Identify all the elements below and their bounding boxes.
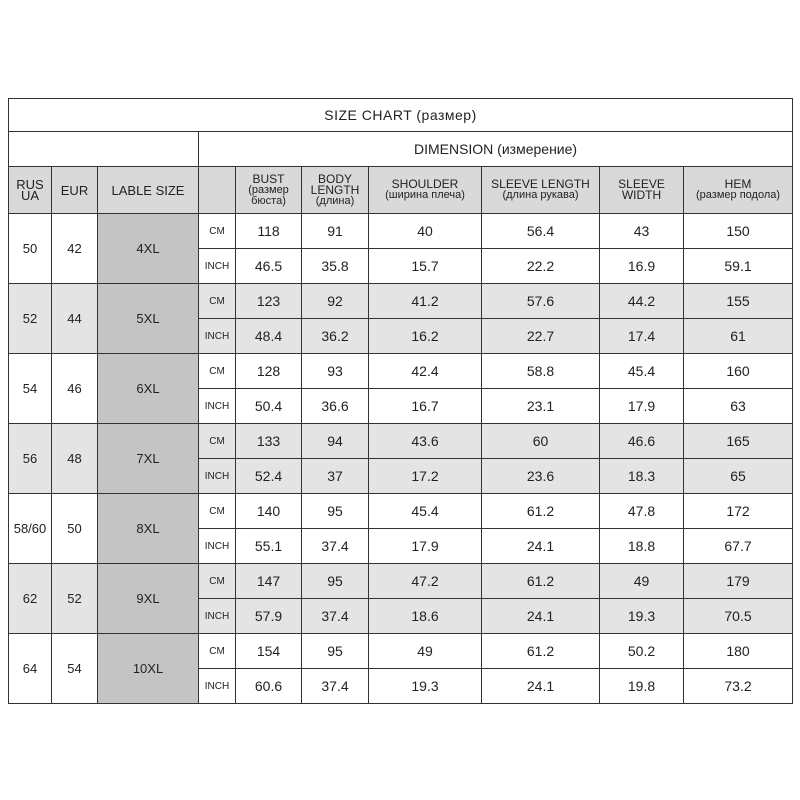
rus-size: 64 bbox=[9, 634, 52, 704]
bust-inch: 46.5 bbox=[236, 249, 302, 284]
rus-size: 54 bbox=[9, 354, 52, 424]
hem-cm: 165 bbox=[684, 424, 793, 459]
label-size: 9XL bbox=[98, 564, 199, 634]
sleeve-width-cm: 49 bbox=[600, 564, 684, 599]
bust-inch: 60.6 bbox=[236, 669, 302, 704]
sleeve-width-cm: 47.8 bbox=[600, 494, 684, 529]
header-body-length: BODY LENGTH (длина) bbox=[302, 167, 369, 214]
sleeve-length-cm: 57.6 bbox=[482, 284, 600, 319]
header-shoulder: SHOULDER (ширина плеча) bbox=[369, 167, 482, 214]
bust-inch: 55.1 bbox=[236, 529, 302, 564]
hem-cm: 150 bbox=[684, 214, 793, 249]
sleeve-length-inch: 22.2 bbox=[482, 249, 600, 284]
unit-inch: INCH bbox=[199, 319, 236, 354]
table-row-cm bbox=[9, 424, 793, 459]
size-group bbox=[9, 354, 793, 424]
hem-cm: 160 bbox=[684, 354, 793, 389]
size-group bbox=[9, 214, 793, 284]
shoulder-inch: 17.9 bbox=[369, 529, 482, 564]
blank-corner bbox=[9, 132, 199, 167]
eur-size: 50 bbox=[52, 494, 98, 564]
sleeve-width-inch: 17.9 bbox=[600, 389, 684, 424]
hem-cm: 179 bbox=[684, 564, 793, 599]
shoulder-cm: 47.2 bbox=[369, 564, 482, 599]
body-length-inch: 37 bbox=[302, 459, 369, 494]
body-length-cm: 95 bbox=[302, 564, 369, 599]
label-size: 6XL bbox=[98, 354, 199, 424]
table-row-cm bbox=[9, 214, 793, 249]
size-group bbox=[9, 494, 793, 564]
rus-size: 52 bbox=[9, 284, 52, 354]
shoulder-inch: 16.7 bbox=[369, 389, 482, 424]
sleeve-length-cm: 61.2 bbox=[482, 494, 600, 529]
header-rus-ua: RUS UA bbox=[9, 167, 52, 214]
hem-inch: 70.5 bbox=[684, 599, 793, 634]
body-length-inch: 35.8 bbox=[302, 249, 369, 284]
eur-size: 54 bbox=[52, 634, 98, 704]
body-length-inch: 37.4 bbox=[302, 529, 369, 564]
unit-cm: CM bbox=[199, 214, 236, 249]
shoulder-inch: 18.6 bbox=[369, 599, 482, 634]
shoulder-cm: 43.6 bbox=[369, 424, 482, 459]
sleeve-width-inch: 19.3 bbox=[600, 599, 684, 634]
header-sleeve-width: SLEEVE WIDTH bbox=[600, 167, 684, 214]
sleeve-length-inch: 23.1 bbox=[482, 389, 600, 424]
eur-size: 48 bbox=[52, 424, 98, 494]
sleeve-length-inch: 24.1 bbox=[482, 669, 600, 704]
header-bust: BUST (размер бюста) bbox=[236, 167, 302, 214]
body-length-inch: 37.4 bbox=[302, 599, 369, 634]
unit-cm: CM bbox=[199, 354, 236, 389]
label-size: 5XL bbox=[98, 284, 199, 354]
sleeve-width-inch: 17.4 bbox=[600, 319, 684, 354]
sleeve-length-cm: 61.2 bbox=[482, 564, 600, 599]
header-sleeve-length: SLEEVE LENGTH (длина рукава) bbox=[482, 167, 600, 214]
size-group bbox=[9, 564, 793, 634]
eur-size: 52 bbox=[52, 564, 98, 634]
table-row-cm bbox=[9, 634, 793, 669]
unit-inch: INCH bbox=[199, 599, 236, 634]
header-hem: HEM (размер подола) bbox=[684, 167, 793, 214]
bust-cm: 140 bbox=[236, 494, 302, 529]
bust-cm: 154 bbox=[236, 634, 302, 669]
bust-cm: 118 bbox=[236, 214, 302, 249]
sleeve-length-cm: 56.4 bbox=[482, 214, 600, 249]
sleeve-width-cm: 46.6 bbox=[600, 424, 684, 459]
sleeve-length-inch: 24.1 bbox=[482, 599, 600, 634]
unit-inch: INCH bbox=[199, 389, 236, 424]
body-length-cm: 95 bbox=[302, 634, 369, 669]
hem-cm: 180 bbox=[684, 634, 793, 669]
sleeve-width-inch: 19.8 bbox=[600, 669, 684, 704]
table-row-cm bbox=[9, 284, 793, 319]
bust-cm: 123 bbox=[236, 284, 302, 319]
label-size: 7XL bbox=[98, 424, 199, 494]
body-length-cm: 93 bbox=[302, 354, 369, 389]
label-size: 8XL bbox=[98, 494, 199, 564]
bust-inch: 50.4 bbox=[236, 389, 302, 424]
body-length-inch: 36.6 bbox=[302, 389, 369, 424]
table-row-cm bbox=[9, 564, 793, 599]
size-group bbox=[9, 284, 793, 354]
sleeve-width-cm: 44.2 bbox=[600, 284, 684, 319]
header-unit-blank bbox=[199, 167, 236, 214]
hem-inch: 63 bbox=[684, 389, 793, 424]
dimension-label: DIMENSION (измерение) bbox=[199, 132, 793, 167]
header-lable-size: LABLE SIZE bbox=[98, 167, 199, 214]
shoulder-inch: 16.2 bbox=[369, 319, 482, 354]
body-length-cm: 94 bbox=[302, 424, 369, 459]
bust-inch: 52.4 bbox=[236, 459, 302, 494]
body-length-cm: 91 bbox=[302, 214, 369, 249]
sleeve-length-cm: 58.8 bbox=[482, 354, 600, 389]
bust-inch: 48.4 bbox=[236, 319, 302, 354]
size-group bbox=[9, 424, 793, 494]
unit-cm: CM bbox=[199, 284, 236, 319]
size-group bbox=[9, 634, 793, 704]
rus-size: 50 bbox=[9, 214, 52, 284]
hem-inch: 73.2 bbox=[684, 669, 793, 704]
eur-size: 44 bbox=[52, 284, 98, 354]
hem-inch: 65 bbox=[684, 459, 793, 494]
table-row-cm bbox=[9, 494, 793, 529]
body-length-cm: 92 bbox=[302, 284, 369, 319]
unit-inch: INCH bbox=[199, 459, 236, 494]
unit-inch: INCH bbox=[199, 669, 236, 704]
chart-title: SIZE CHART (размер) bbox=[9, 99, 793, 132]
sleeve-width-inch: 16.9 bbox=[600, 249, 684, 284]
bust-cm: 147 bbox=[236, 564, 302, 599]
shoulder-cm: 42.4 bbox=[369, 354, 482, 389]
sleeve-length-inch: 23.6 bbox=[482, 459, 600, 494]
sleeve-length-cm: 61.2 bbox=[482, 634, 600, 669]
bust-cm: 133 bbox=[236, 424, 302, 459]
size-chart-table bbox=[8, 98, 793, 704]
sleeve-width-inch: 18.3 bbox=[600, 459, 684, 494]
bust-inch: 57.9 bbox=[236, 599, 302, 634]
shoulder-inch: 17.2 bbox=[369, 459, 482, 494]
unit-inch: INCH bbox=[199, 529, 236, 564]
shoulder-inch: 15.7 bbox=[369, 249, 482, 284]
unit-cm: CM bbox=[199, 564, 236, 599]
unit-cm: CM bbox=[199, 424, 236, 459]
shoulder-cm: 41.2 bbox=[369, 284, 482, 319]
body-length-cm: 95 bbox=[302, 494, 369, 529]
label-size: 10XL bbox=[98, 634, 199, 704]
body-length-inch: 36.2 bbox=[302, 319, 369, 354]
table-row-cm bbox=[9, 354, 793, 389]
hem-inch: 61 bbox=[684, 319, 793, 354]
shoulder-cm: 49 bbox=[369, 634, 482, 669]
sleeve-width-cm: 43 bbox=[600, 214, 684, 249]
hem-inch: 67.7 bbox=[684, 529, 793, 564]
unit-inch: INCH bbox=[199, 249, 236, 284]
shoulder-cm: 45.4 bbox=[369, 494, 482, 529]
rus-size: 58/60 bbox=[9, 494, 52, 564]
shoulder-inch: 19.3 bbox=[369, 669, 482, 704]
sleeve-width-cm: 45.4 bbox=[600, 354, 684, 389]
rus-size: 62 bbox=[9, 564, 52, 634]
unit-cm: CM bbox=[199, 494, 236, 529]
label-size: 4XL bbox=[98, 214, 199, 284]
shoulder-cm: 40 bbox=[369, 214, 482, 249]
hem-cm: 172 bbox=[684, 494, 793, 529]
unit-cm: CM bbox=[199, 634, 236, 669]
rus-size: 56 bbox=[9, 424, 52, 494]
sleeve-width-cm: 50.2 bbox=[600, 634, 684, 669]
body-length-inch: 37.4 bbox=[302, 669, 369, 704]
eur-size: 46 bbox=[52, 354, 98, 424]
sleeve-length-cm: 60 bbox=[482, 424, 600, 459]
header-eur: EUR bbox=[52, 167, 98, 214]
bust-cm: 128 bbox=[236, 354, 302, 389]
sleeve-length-inch: 22.7 bbox=[482, 319, 600, 354]
sleeve-length-inch: 24.1 bbox=[482, 529, 600, 564]
sleeve-width-inch: 18.8 bbox=[600, 529, 684, 564]
hem-inch: 59.1 bbox=[684, 249, 793, 284]
eur-size: 42 bbox=[52, 214, 98, 284]
hem-cm: 155 bbox=[684, 284, 793, 319]
